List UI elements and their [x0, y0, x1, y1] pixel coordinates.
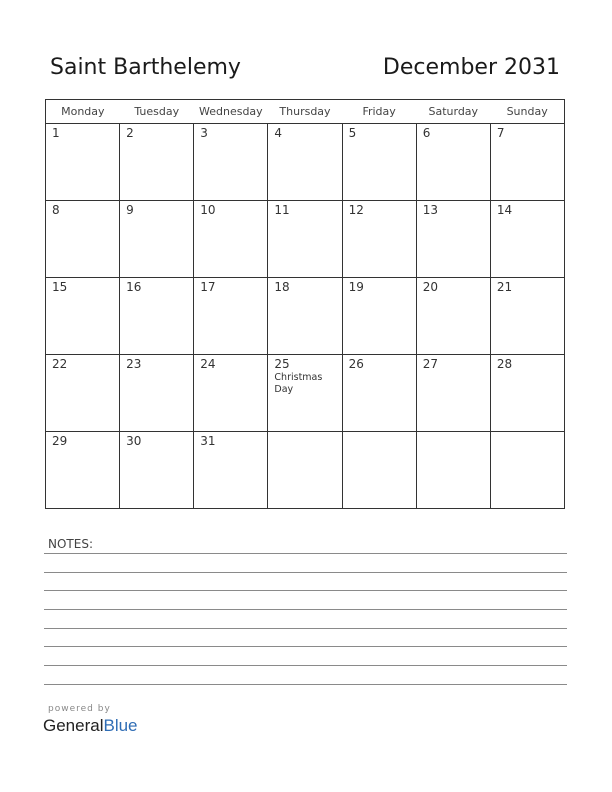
- day-number: 6: [422, 126, 431, 140]
- day-cell: [342, 201, 416, 278]
- weekday-header: Wednesday: [194, 100, 268, 124]
- weekday-header: Sunday: [490, 100, 564, 124]
- brand-logo: [43, 716, 138, 736]
- day-number: 16: [126, 280, 142, 294]
- day-cell: [120, 278, 194, 355]
- day-cell: [46, 124, 120, 201]
- weekday-header-row: [46, 100, 565, 124]
- day-cell: [268, 124, 342, 201]
- week-row: [46, 278, 565, 355]
- day-cell: [416, 278, 490, 355]
- day-number: 2: [126, 126, 134, 140]
- day-number: 28: [496, 357, 513, 371]
- notes-label: NOTES:: [48, 537, 93, 551]
- day-cell: [46, 432, 120, 509]
- weekday-header: Saturday: [416, 100, 490, 124]
- day-number: [343, 432, 416, 434]
- day-number: 27: [422, 357, 438, 371]
- day-number: 3: [200, 126, 208, 140]
- day-number: 15: [52, 280, 68, 294]
- day-cell: [490, 201, 564, 278]
- day-number: 21: [496, 280, 513, 294]
- week-row: [46, 432, 565, 509]
- day-number: 19: [348, 280, 364, 294]
- day-number: 9: [126, 203, 134, 217]
- week-row: [46, 355, 565, 432]
- day-number: 23: [126, 357, 142, 371]
- day-cell: [46, 355, 120, 432]
- day-cell: [416, 432, 490, 509]
- day-cell: [490, 278, 564, 355]
- weekday-header: Friday: [342, 100, 416, 124]
- day-number: 8: [52, 203, 60, 217]
- day-cell: [120, 124, 194, 201]
- day-number: 14: [496, 203, 513, 217]
- day-number: 5: [348, 126, 357, 140]
- day-number: 12: [348, 203, 364, 217]
- notes-line: [44, 684, 567, 685]
- day-cell: [194, 201, 268, 278]
- day-number: [268, 432, 341, 434]
- day-number: 26: [348, 357, 364, 371]
- day-number: 31: [200, 434, 216, 448]
- day-cell: [342, 432, 416, 509]
- day-number: 22: [52, 357, 68, 371]
- day-cell: [342, 124, 416, 201]
- notes-line: [44, 665, 567, 666]
- day-number: 18: [274, 280, 290, 294]
- day-cell: [268, 278, 342, 355]
- notes-line: [44, 609, 567, 610]
- country-title: Saint Barthelemy: [50, 55, 241, 80]
- holiday-label: Christmas Day: [274, 372, 323, 395]
- day-cell: [490, 432, 564, 509]
- day-cell: [194, 278, 268, 355]
- weekday-header: Thursday: [268, 100, 342, 124]
- day-number: 10: [200, 203, 216, 217]
- notes-line: [44, 646, 567, 647]
- day-cell: [120, 355, 194, 432]
- brand-name-blue: Blue: [103, 716, 138, 735]
- brand-name-general: General: [43, 716, 104, 735]
- day-cell: [416, 355, 490, 432]
- day-number: 20: [422, 280, 438, 294]
- powered-by-text: powered by: [48, 704, 111, 714]
- day-number: [417, 432, 490, 434]
- notes-line: [44, 590, 567, 591]
- week-row: [46, 124, 565, 201]
- day-number: 17: [200, 280, 216, 294]
- day-number: 1: [52, 126, 60, 140]
- day-cell: [268, 201, 342, 278]
- day-number: 25: [274, 357, 290, 371]
- notes-line: [44, 628, 567, 629]
- day-number: 24: [200, 357, 216, 371]
- day-cell: [490, 355, 564, 432]
- notes-line: [44, 553, 567, 554]
- day-cell: [342, 355, 416, 432]
- day-number: 13: [422, 203, 438, 217]
- day-number: [491, 432, 564, 434]
- day-number: 29: [52, 434, 68, 448]
- week-row: [46, 201, 565, 278]
- day-cell: [120, 201, 194, 278]
- day-number: 11: [274, 203, 290, 217]
- day-cell: [342, 278, 416, 355]
- day-number: 4: [274, 126, 283, 140]
- calendar-grid: [45, 99, 565, 509]
- day-number: 7: [496, 126, 505, 140]
- day-cell: [490, 124, 564, 201]
- weekday-header: Monday: [46, 100, 120, 124]
- day-cell: [194, 432, 268, 509]
- day-cell: [416, 124, 490, 201]
- day-cell: [120, 432, 194, 509]
- weekday-header: Tuesday: [120, 100, 194, 124]
- day-cell: [268, 432, 342, 509]
- day-cell: [194, 124, 268, 201]
- month-year-title: December 2031: [382, 55, 560, 80]
- day-cell: [194, 355, 268, 432]
- day-cell: [268, 355, 342, 432]
- day-cell: [416, 201, 490, 278]
- day-number: 30: [126, 434, 142, 448]
- day-cell: [46, 278, 120, 355]
- notes-line: [44, 572, 567, 573]
- day-cell: [46, 201, 120, 278]
